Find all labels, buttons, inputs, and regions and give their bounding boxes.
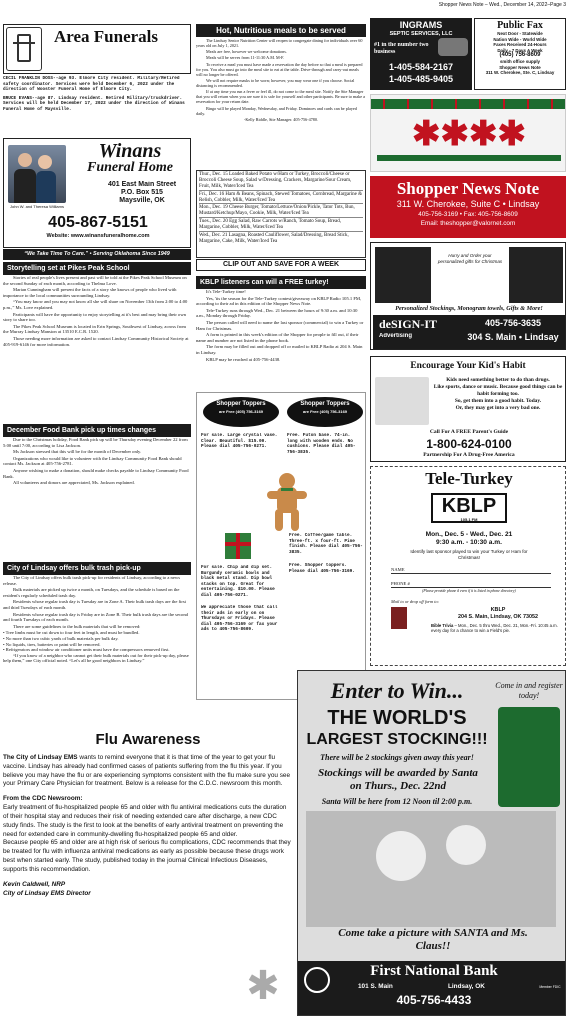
name-field[interactable] [391, 567, 551, 574]
clip-out-banner: CLIP OUT AND SAVE FOR A WEEK [196, 259, 366, 271]
year-2022-icon: ✱✱✱✱ [412, 116, 526, 153]
worlds-heading: THE WORLD'S [327, 707, 467, 729]
bank-phone: 405-756-4433 [396, 993, 472, 1007]
article-paragraph: Due to the Christmas holiday, Food Bank pick up will be Thursday evening December 22 from 5:00 until 7:00, according to Lisa Jackson. [3, 437, 188, 448]
design-it-phone: 405-756-3635 [484, 318, 542, 328]
badge-title: Shopper Toppers [216, 401, 266, 407]
shopper-news-ad [370, 176, 566, 238]
kblp-freq: 105.1 FM [460, 517, 478, 522]
article-paragraph: Meals will be serves from 11-11:30 A.M. M-F. [206, 55, 285, 61]
shopper-news-phones: 405-756-3169 • Fax: 405-756-8609 [418, 211, 518, 218]
winans-pobox: P.O. Box 515 [121, 189, 163, 196]
fax-line: Nation Wide - World Wide [493, 36, 547, 42]
kblp-logo [431, 493, 507, 523]
design-it-advertising: Advertising [379, 333, 413, 339]
article-paragraph: Bingo will be played Monday, Wednesday, and Friday. Dominoes and cards can be played daily. [196, 105, 357, 116]
ingrams-phone-2: 1-405-485-9405 [388, 74, 454, 84]
fax-line: 311 W. Cherokee, Ste. C, Lindsay [485, 70, 555, 76]
first-national-bank-bar [298, 961, 565, 1015]
article-paragraph: There are some guidelines to the bulk materials that will be removed: [13, 623, 141, 629]
bullet-item: • No liquids, tires, batteries or paint will be removed. [3, 641, 101, 647]
shopper-news-title: Shopper News Note [396, 179, 540, 198]
child-photo-icon [375, 377, 429, 425]
article-paragraph: Participants will have the opportunity to enjoy storytelling at it's best and may bring their own story to share too. [3, 311, 186, 323]
classified-ad: For sale. Large crystal vase. Clear. Beautiful. $15.00. Please dial 405-756-0271. [201, 433, 278, 449]
bible-trivia [431, 623, 561, 633]
gift-icon [225, 533, 251, 559]
hot-meals-title: Hot, Nutritious meals to be served [196, 24, 366, 37]
shopper-news-address: 311 W. Cherokee, Suite C • Lindsay [396, 199, 540, 209]
classified-ad: Free. Coffee/game table. Three-ft. x four-ft. Pine finish. Please dial 405-756-3835. [289, 533, 363, 555]
winans-ad [3, 138, 191, 248]
stocking-image-icon [375, 247, 431, 303]
santa-photo-icon [306, 811, 556, 927]
area-funerals-box [3, 24, 191, 74]
article-paragraph: If at any time you run a fever or feel ill, do not come to the meal site. Notify the Site Manager that you will return when you are sure it is safe for yourself and other participants. Be sure to make a reservation for your return date. [196, 89, 365, 105]
menu-item: Thur., Dec. 15 Loaded Baked Potato w/Ham or Turkey, Broccoli/Cheese or Broccoli Cheese Soup, Salad w/Dressing, Crackers, Margarine/Sour Cream, Fruit, Milk, Water/Iced Tea [199, 172, 363, 191]
enter-to-win: Enter to Win... [330, 679, 464, 703]
design-it-address: 304 S. Main • Lindsay [467, 332, 559, 342]
memorial-icon [6, 27, 42, 71]
come-register: Come in and register today! [495, 681, 563, 700]
awarded-by-santa: Stockings will be awarded by Santa on Thurs., Dec. 22nd [318, 767, 478, 792]
storytelling-title: Storytelling set at Pikes Peak School [3, 262, 191, 275]
article-paragraph: The Lindsay Senior Nutrition Center will reopen to congregate dining for individuals over 60 years old on July 1, 2021. [196, 38, 363, 49]
article-paragraph: The form may be filled out and dropped off or mailed to KBLP Radio at 204 S. Main in Lindsay. [196, 344, 363, 355]
largest-stocking: LARGEST STOCKING!!! [306, 731, 488, 748]
article-paragraph: A form is printed in this week's edition of the Shopper for people to fill out, if their name and number are not listed in the phone book. [196, 332, 359, 343]
bulk-trash-title: City of Lindsay offers bulk trash pick-up [3, 562, 191, 575]
classified-ad: For sale. Chip and dip set. Burgundy ceramic bowls and black metal stand. Dip bowl stacks on top. Great for entertaining. $10.00. Please dial 405-756-0271. [201, 565, 275, 598]
bible-icon [391, 607, 407, 629]
article-paragraph: Organizations who would like to volunteer with the Lindsay Community Food Bank should contact Ms. Jackson at 405-756-2781. [3, 455, 182, 467]
garland-icon [371, 99, 566, 109]
fax-line: Daily - 7 Days A Week [497, 47, 543, 53]
gingerbread-icon [267, 473, 307, 535]
design-it-bar [373, 315, 565, 349]
stocking-image-icon [509, 247, 563, 303]
fax-number: (405) 756-8609 [499, 52, 541, 59]
stockings-small: Hurry and Order your personalized gifts for Christmas [437, 253, 503, 264]
owners-photo [8, 145, 66, 203]
design-it-brand: deSIGN-IT [379, 317, 438, 331]
funeral-notice: CECIL FRANKLIN DOSS--age 93. Elmore City resident. Military/Retired safety coordinator. Services were held December 6, 2022 under the direction of Wooster Funeral Home of Elmore City. [3, 76, 180, 92]
kblp-logo-text: KBLP [441, 495, 497, 517]
menu-item: Wed., Dec. 21 Lasagna, Roasted Cauliflower, Salad/Dressing, Bread Stick, Margarine, Cake, Milk, Water/Iced Tea [199, 233, 349, 244]
bank-name: First National Bank [370, 963, 498, 979]
fax-line: Next Door - Statewide [497, 31, 543, 36]
bullet-item: • Tree limbs must be cut down to four feet in length, and must be bundled. [3, 630, 140, 636]
article-paragraph: Those needing more information are asked to contact Lindsay Community Historical Society at 405-919-6146 for more information. [3, 335, 189, 347]
come-take-picture: Come take a picture with SANTA and Ms. Claus!! [338, 927, 528, 952]
masthead: Shopper News Note – Wed., December 14, 2022–Page 3 [438, 2, 566, 8]
flu-signature-title: City of Lindsay EMS Director [3, 889, 91, 897]
winans-address: 401 East Main Street [107, 181, 177, 188]
star-of-life-icon: ✱ [246, 966, 280, 1006]
habit-line: Or, they may get into a very bad one. [455, 405, 541, 411]
bulk-trash-article [3, 575, 191, 725]
flu-para [3, 754, 293, 789]
article-paragraph: The person called will need to name the last sponsor (commercial) to win a Turkey or Ham for Christmas. [196, 319, 364, 331]
ingrams-sub: SEPTIC SERVICES, LLC [389, 30, 453, 37]
article-paragraph: Stories of real people's lives present and past will be told at the Pikes Peak School Museum on the second Sunday of each month, according to Thelma Love. [3, 275, 187, 286]
article-paragraph: Marian Cunningham will present the facts of a story she knows of people who lived with importance to the local communities surrounding Lindsay. [3, 287, 177, 298]
shopper-toppers-badge [203, 397, 279, 427]
ingrams-rank: #1 in the number two business [374, 42, 429, 55]
trivia-text: – Mon., Dec. 5 thru Wed., Dec. 21, Mon.-Fri. 10:45 a.m. every day for a chance to win a Field's pie. [431, 623, 558, 634]
area-funerals-title: Area Funerals [53, 28, 159, 46]
article-paragraph: Meals are free, however we welcome donations. [206, 49, 287, 55]
fdic-badge: Member FDIC [539, 985, 561, 989]
truck-icon [438, 38, 468, 56]
ingrams-phone-1: 1-405-584-2167 [388, 62, 454, 72]
flu-awareness-article [3, 730, 293, 1018]
classified-ad: Free. Shopper toppers. Please dial 405-756-3169. [289, 563, 355, 574]
two-stockings: There will be 2 stockings given away this year! [320, 753, 474, 762]
classifieds-area [196, 392, 366, 700]
bank-city: Lindsay, OK [448, 983, 485, 990]
bullet-item: • No more than two cubic yards of bulk materials per bulk day. [3, 635, 119, 641]
tele-turkey-dates: Mon., Dec. 5 - Wed., Dec. 21 [425, 531, 513, 538]
flu-para-1: wants to remind everyone that it is that time of the year to get your flu vaccine. Lindsay has already had confirmed cases of patients suffering from the flu this year. If you believe you may have the flu or are experiencing symptoms consistent with the flu make sure you see your Primary Care Physician for treatment. Below is a release for the C.D.C. newsroom this month. [3, 754, 291, 788]
tele-turkey-time: 9:30 a.m. - 10:30 a.m. [436, 539, 502, 546]
flu-signature-name: Kevin Caldwell, NRP [3, 880, 66, 888]
shopper-toppers-badge [287, 397, 363, 427]
hot-meals-article [196, 38, 366, 168]
name-label: NAME [391, 567, 405, 572]
storytelling-article [3, 275, 191, 385]
fax-line: Faxes Received 24-Hours [493, 42, 547, 48]
article-paragraph: Yes, 'tis the season for the Tele-Turkey contest/giveaway on KBLP Radio 105.1 FM, according to their ad in this edition of the Shopper News Note. [196, 295, 362, 307]
classified-ad: Free. Futon base. 74-in. long with wooden ends. No cushions. Please dial 405-756-3835. [287, 433, 356, 455]
kids-habit-partner: Partnership For A Drug-Free America [423, 452, 515, 458]
menu-item: Tues., Dec. 20 Egg Salad, Raw Carrots w/Ranch, Tomato Soup, Bread, Margarine, Cobbler, Milk, Water/Iced Tea [199, 219, 363, 232]
kids-habit-phone: 1-800-624-0100 [426, 437, 512, 451]
article-paragraph: We will not require masks to be worn; however, you may wear one if you choose. Social distancing is recommended. [196, 77, 355, 88]
winans-phone: 405-867-5151 [48, 215, 148, 231]
mail-address: 204 S. Main, Lindsay, OK 73052 [458, 614, 538, 620]
phone-field[interactable] [391, 581, 551, 588]
public-fax-title: Public Fax [497, 20, 543, 31]
kids-habit-title: Encourage Your Kid's Habit [410, 361, 526, 371]
article-paragraph: The City of Lindsay offers bulk trash pick-up for residents of Lindsay, according to a news release. [3, 575, 180, 586]
garland-icon [377, 155, 561, 161]
habit-line: So, get them into a good habit. Today. [454, 398, 542, 404]
santa-hours: Santa Will be here from 12 Noon til 2:00 p.m. [321, 797, 473, 806]
winans-website: Website: www.winansfuneralhome.com [46, 233, 150, 239]
stockings-tagline: Personalized Stockings, Monogram towels, Gifts & More! [395, 305, 543, 312]
winans-brand-sub: Funeral Home [87, 161, 173, 175]
stocking-photo-icon [498, 707, 560, 807]
funeral-notice: BRUCE EVANS--age 87. Lindsay resident. Retired Military/truckdriver. Services will be held December 17, 2022 under the direction of Winans Funeral Home of Maysville. [3, 95, 185, 112]
design-it-ad [370, 242, 566, 350]
menu-item: Mon., Dec. 19 Cheese Burger, Tomato/Lettuce/Onion/Pickle, Tator Tots, Bun, Mustard/Ketchup/Mayo, Cookie, Milk, Water/Iced Tea [199, 205, 363, 218]
article-paragraph: KBLP may be reached at 405-756-4438. [206, 356, 281, 362]
public-fax-ad [474, 18, 566, 90]
article-paragraph: All volunteers and donors are appreciated, Ms. Jackson explained. [13, 480, 135, 486]
habit-line: Like sports, dance or music. Because good things can be habit forming too. [433, 384, 563, 397]
badge-sub: are Free (405) 756-3169 [302, 409, 348, 414]
kids-habit-ad [370, 356, 566, 462]
article-paragraph: Tele-Turkey runs through Wed., Dec. 21 between the hours of 9:30 a.m. and 10:30 a.m., Monday through Friday. [196, 307, 358, 319]
tele-turkey-instructions: Identify last sponsor played to win your Turkey or Ham for Christmas! [410, 549, 528, 560]
article-paragraph: “If you know of a neighbor who cannot get their bulk materials out for their pick-up day, please help them,” one City official noted. “Let's all be good neighbors in Lindsay.” [3, 652, 189, 664]
bank-logo-icon [304, 967, 330, 993]
flu-title: Flu Awareness [95, 731, 201, 748]
mail-station: KBLP [490, 607, 506, 613]
winans-slogan: “We Take Time To Care.” • Serving Oklahoma Since 1949 [3, 249, 191, 260]
article-paragraph: To receive a meal you must have made a reservation the day before so that a meal is prepared for you. You also must go into the meal site to eat at the table. Drive-through and carry-out meals will no longer be offered. [196, 61, 363, 77]
article-paragraph: Bulk materials are picked up twice a month, on Tuesdays, and the schedule is based on the resident's regularly scheduled trash day. [3, 587, 180, 598]
flu-para-3: Because people 65 and older are at high risk of serious flu complications, CDC recommends that they be treated for flu with influenza antiviral medications as early as possible because these drugs work best when started early. The study, published today in the journal Clinical Infectious Diseases, supports this recommendation. [3, 839, 291, 873]
bullet-item: • Refrigerators and window air conditioner units must have the compressors removed first. [3, 647, 170, 653]
winans-city: Maysville, OK [119, 197, 165, 204]
stocking-contest-ad [297, 670, 566, 1016]
mail-to: Mail to or drop off form to: [391, 599, 440, 604]
winans-brand: Winans [98, 141, 162, 161]
bank-address: 101 S. Main [358, 983, 393, 990]
badge-title: Shopper Toppers [300, 401, 350, 407]
kblp-turkey-article [196, 289, 366, 389]
cdc-heading: From the CDC Newsroom: [3, 795, 83, 803]
article-paragraph: The Pikes Peak School Museum is located in Erin Springs, Southwest of Lindsay, across from the Murray Lindsay Mansion at 13510 E.C.R. 1520. [3, 323, 186, 335]
funeral-notices [3, 76, 191, 134]
article-paragraph: It's Tele-Turkey time! [206, 289, 246, 294]
tele-turkey-form [370, 466, 566, 666]
habit-line: Kids need something better to do than drugs. [446, 377, 550, 383]
article-paragraph: Residents whose regular trash day is Tuesday are in Zone A. Their bulk trash days are the first and third Tuesdays of each month. [3, 599, 186, 610]
kblp-turkey-title: KBLP listeners can will a FREE turkey! [196, 276, 366, 289]
tele-turkey-note: (Please provide phone # even if it is listed in phone directory) [422, 589, 516, 593]
ingrams-title: INGRAMS [399, 20, 443, 30]
article-signature: -Kelly Riddle, Site Manager. 405-756-4780. [243, 116, 319, 122]
flu-para-2: Early treatment of flu-hospitalized people 65 and older with flu antiviral medications cuts the duration of their hospital stay and reduces their risk of needing extended care after discharge, a new CDC study finds. The study is the first to look at the benefits of early antiviral treatment on preventing the need for extended care in community-dwelling flu-hospitalized people 65 and older. [3, 804, 287, 838]
trivia-title: Bible Trivia [431, 623, 454, 628]
shopper-news-email: Email: theshopper@valornet.com [420, 220, 516, 227]
phone-label: PHONE # [391, 581, 410, 586]
fax-line: Shopper News Note [499, 64, 541, 70]
owners-names: John W. and Theresa Williams [10, 205, 64, 209]
badge-sub: are Free (405) 756-3169 [218, 409, 264, 414]
flu-lead: The City of Lindsay EMS [3, 754, 78, 761]
tele-turkey-title: Tele-Turkey [425, 469, 513, 488]
ingrams-ad [370, 18, 472, 90]
article-paragraph: Ms Jackson stressed that this will be for the month of December only. [13, 449, 142, 455]
menu-box [196, 170, 366, 258]
article-paragraph: “You may know and you may not know all she will share on November 13th from 2:00 to 4:00 p.m.,” Ms. Love explained. [3, 299, 188, 310]
fax-line: smith office supply [499, 58, 540, 64]
christmas-banner [370, 94, 566, 172]
classified-ad: We appreciate those that call their ads in early on on Thursdays or Fridays. Please dial 405-756-3169 or fax your ads to 405-756-8609. [201, 605, 278, 632]
article-paragraph: Anyone wishing to make a donation, should make checks payable to Lindsay Community Food Bank. [3, 467, 189, 479]
food-bank-article [3, 437, 191, 559]
menu-item: Fri., Dec. 16 Ham & Beans, Spinach, Stewed Tomatoes, Cornbread, Margarine & Relish, Cobbler, Milk, Water/Iced Tea [199, 191, 363, 203]
article-paragraph: Residents whose regular trash day is Friday are in Zone B. Their bulk trash days are the second and fourth Tuesdays of each month. [3, 611, 188, 623]
kids-habit-call: Call For A FREE Parent's Guide [429, 429, 509, 435]
food-bank-title: December Food Bank pick up times changes [3, 424, 191, 437]
